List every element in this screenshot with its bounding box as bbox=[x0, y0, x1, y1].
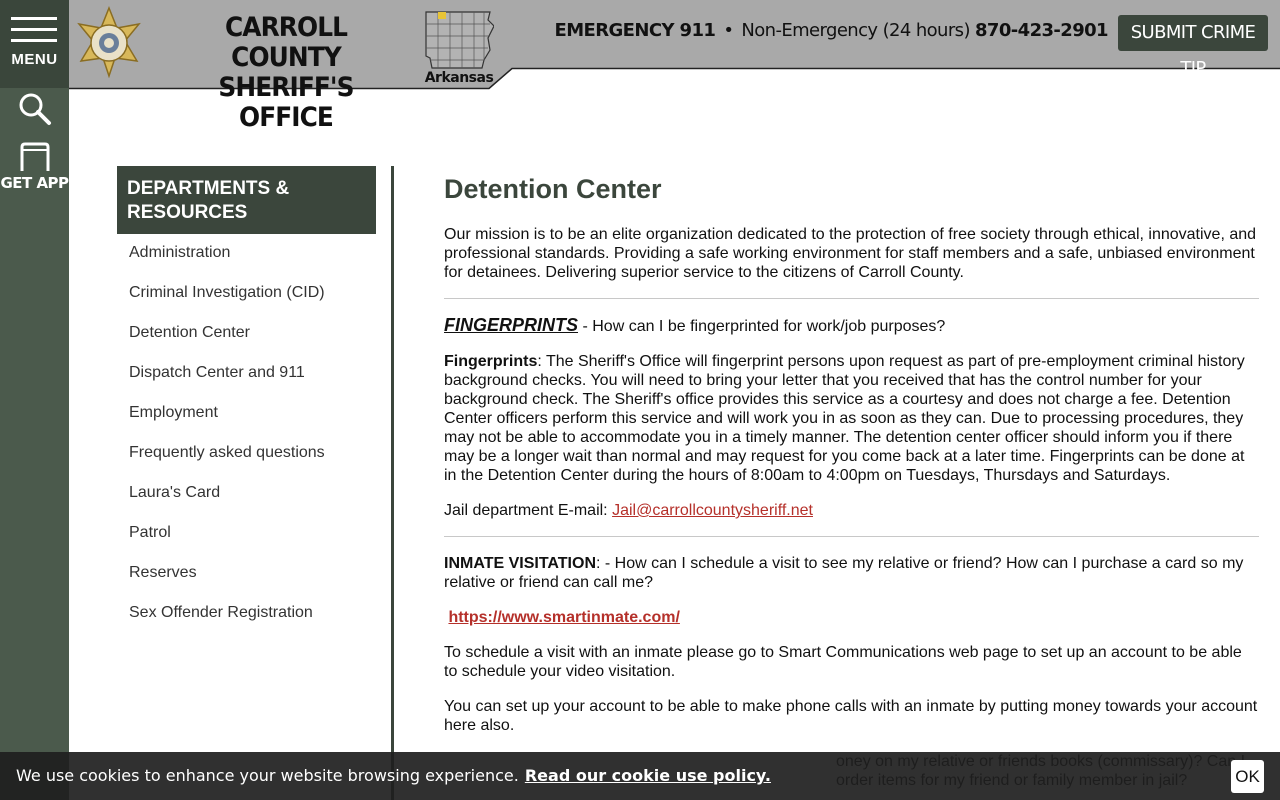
visitation-question-text: : - How can I schedule a visit to see my relative or friend? How can I purchase a card so my relative or friend can call me? bbox=[444, 555, 1244, 591]
smartinmate-line bbox=[444, 608, 1259, 627]
vertical-divider bbox=[391, 166, 394, 800]
hamburger-icon bbox=[11, 17, 57, 45]
search-button[interactable] bbox=[0, 88, 69, 132]
departments-nav bbox=[117, 166, 376, 634]
submit-crime-tip-button[interactable]: SUBMIT CRIME TIP bbox=[1118, 15, 1268, 51]
emergency-label: EMERGENCY 911 bbox=[554, 20, 716, 41]
sidebar-item-criminal-investigation[interactable]: Criminal Investigation (CID) bbox=[129, 284, 325, 301]
section-divider bbox=[444, 536, 1259, 537]
departments-heading: DEPARTMENTS & RESOURCES bbox=[117, 166, 376, 234]
sidebar-item-detention-center[interactable]: Detention Center bbox=[129, 324, 250, 341]
menu-label: MENU bbox=[11, 51, 58, 68]
fingerprints-heading: FINGERPRINTS bbox=[444, 315, 579, 335]
separator-dot: • bbox=[723, 20, 734, 41]
site-header bbox=[69, 0, 1280, 133]
cookie-ok-button[interactable]: OK bbox=[1231, 760, 1264, 793]
sidebar-item-faq[interactable]: Frequently asked questions bbox=[129, 444, 325, 461]
fingerprints-question bbox=[444, 316, 1259, 336]
fingerprints-body-text: : The Sheriff's Office will fingerprint persons upon request as part of pre-employment criminal history background checks. You will need to bring your letter that you received that has the control number for your background check. The Sheriff's office provides this service as a courtesy and does not charge a fee. Detention Center officers perform this service and will work you in as soon as they can. Due to processing procedures, they may not be able to accommodate you in a timely manner. The detention center officer should inform you if there may be a longer wait than normal and may request for you come back at a later time. Fingerprints can be done at in the Detention Center during the hours of 8:00am to 4:00pm on Tuesdays, Thursdays and Saturdays. bbox=[444, 353, 1245, 484]
fingerprints-label: Fingerprints bbox=[444, 353, 538, 370]
mission-text: Our mission is to be an elite organization dedicated to the protection of free society through ethical, innovative, and professional standards. Providing a safe working environment for staff members and a safe, unbiased environment for detainees. Delivering superior service to the citizens of Carroll County. bbox=[444, 226, 1257, 281]
cookie-text bbox=[16, 766, 771, 785]
page-title: Detention Center bbox=[444, 174, 662, 204]
sidebar-item-administration[interactable]: Administration bbox=[129, 244, 231, 261]
cookie-banner bbox=[0, 752, 1280, 800]
search-icon bbox=[18, 92, 52, 126]
left-rail bbox=[0, 0, 69, 800]
section-divider bbox=[444, 298, 1259, 299]
sidebar-item-sex-offender-registration[interactable]: Sex Offender Registration bbox=[129, 604, 313, 621]
sidebar-item-lauras-card[interactable]: Laura's Card bbox=[129, 484, 221, 501]
visitation-question bbox=[444, 554, 1259, 592]
visitation-para-2: You can set up your account to be able to make phone calls with an inmate by putting money towards your account here also. bbox=[444, 698, 1258, 734]
smartinmate-link[interactable]: https://www.smartinmate.com/ bbox=[448, 609, 680, 626]
get-app-button[interactable] bbox=[0, 140, 69, 196]
cookie-policy-link[interactable]: Read our cookie use policy. bbox=[524, 766, 771, 785]
visitation-para-1: To schedule a visit with an inmate please go to Smart Communications web page to set up an account to be able to schedule your video visitation. bbox=[444, 644, 1242, 680]
jail-email-link[interactable]: Jail@carrollcountysheriff.net bbox=[612, 502, 813, 519]
site-title[interactable] bbox=[191, 13, 381, 133]
nonemergency-label: Non-Emergency (24 hours) bbox=[741, 20, 970, 41]
get-app-label: GET APP bbox=[0, 174, 69, 192]
contact-info bbox=[555, 20, 1108, 41]
state-label: Arkansas bbox=[424, 70, 494, 86]
site-title-line2: SHERIFF'S OFFICE bbox=[218, 72, 354, 133]
fingerprints-body bbox=[444, 352, 1259, 485]
menu-button[interactable] bbox=[0, 0, 69, 88]
arkansas-map bbox=[424, 8, 494, 70]
visitation-label: INMATE VISITATION bbox=[444, 555, 596, 572]
jail-email-label: Jail department E-mail: bbox=[444, 502, 613, 519]
nonemergency-phone[interactable]: 870-423-2901 bbox=[975, 20, 1108, 41]
sidebar-item-patrol[interactable]: Patrol bbox=[129, 524, 171, 541]
departments-list bbox=[117, 234, 376, 634]
main-content bbox=[444, 173, 1259, 800]
fingerprints-question-text: - How can I be fingerprinted for work/job purposes? bbox=[578, 318, 946, 335]
sheriff-star-badge bbox=[73, 6, 145, 78]
mobile-phone-icon bbox=[19, 142, 51, 172]
sidebar-item-dispatch-center[interactable]: Dispatch Center and 911 bbox=[129, 364, 305, 381]
sidebar-item-employment[interactable]: Employment bbox=[129, 404, 218, 421]
site-title-line1: CARROLL COUNTY bbox=[224, 12, 348, 73]
jail-email-line bbox=[444, 501, 1259, 520]
cookie-message: We use cookies to enhance your website browsing experience. bbox=[16, 766, 519, 785]
sidebar-item-reserves[interactable]: Reserves bbox=[129, 564, 197, 581]
